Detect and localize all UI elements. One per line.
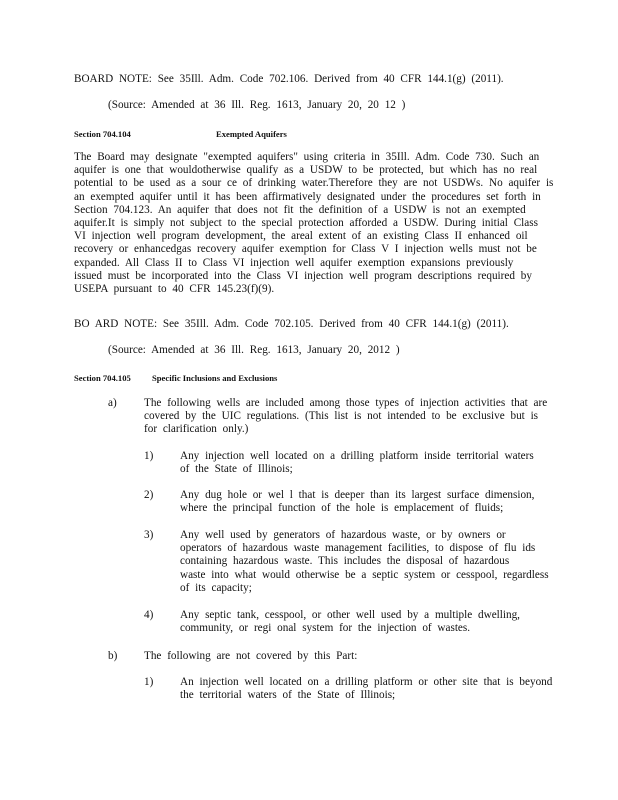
text-line: aquifer.It is simply not subject to the special protection afforded a USDW. During initial Class	[74, 217, 538, 230]
list-item	[180, 609, 536, 635]
board-note-1: BOARD NOTE: See 35Ill. Adm. Code 702.106. Derived from 40 CFR 144.1(g) (2011).	[74, 73, 504, 85]
text-line: VI injection well program development, the areal extent of an existing Class II enhanced oil	[74, 230, 528, 243]
text-line: The following are not covered by this Part:	[144, 650, 358, 662]
text-line: operators of hazardous waste management facilities, to dispose of flu ids	[180, 542, 536, 555]
section-number: Section 704.104	[74, 129, 131, 139]
subsection-b-label: b)	[108, 650, 118, 662]
list-item	[180, 676, 553, 702]
text-line: covered by the UIC regulations. (This list is not intended to be exclusive but is	[144, 410, 539, 423]
text-line: An injection well located on a drilling platform or other site that is beyond	[180, 676, 553, 688]
text-line: Any well used by generators of hazardous waste, or by owners or	[180, 529, 506, 541]
subsection-a-text	[144, 397, 548, 437]
item-label: 3)	[144, 529, 154, 541]
item-label: 1)	[144, 676, 154, 688]
list-item	[180, 489, 536, 515]
text-line: issued must be incorporated into the Class VI injection well program descriptions required by	[74, 269, 532, 282]
source-note-2: (Source: Amended at 36 Ill. Reg. 1613, January 20, 2012 )	[108, 344, 400, 356]
section-704-105-heading	[74, 372, 277, 385]
board-note-2: BO ARD NOTE: See 35Ill. Adm. Code 702.105. Derived from 40 CFR 144.1(g) (2011).	[74, 318, 509, 330]
list-item	[180, 450, 536, 476]
source-note-1: (Source: Amended at 36 Ill. Reg. 1613, January 20, 20 12 )	[108, 99, 406, 111]
text-line: Any dug hole or wel l that is deeper than its largest surface dimension,	[180, 489, 535, 501]
item-label: 1)	[144, 450, 154, 462]
text-line: where the principal function of the hole is emplacement of fluids;	[180, 502, 504, 515]
item-label: 2)	[144, 489, 154, 501]
text-line: containing hazardous waste. This includes the disposal of hazardous	[180, 555, 510, 568]
section-704-104-body	[74, 151, 554, 296]
text-line: the territorial waters of the State of Illinois;	[180, 689, 396, 702]
text-line: The following wells are included among those types of injection activities that are	[144, 397, 548, 409]
text-line: of its capacity;	[180, 581, 252, 594]
text-line: of the State of Illinois;	[180, 463, 293, 476]
section-704-104-heading	[74, 128, 287, 141]
subsection-a-label: a)	[108, 397, 117, 409]
section-title: Specific Inclusions and Exclusions	[152, 373, 278, 383]
text-line: The Board may designate "exempted aquifers" using criteria in 35Ill. Adm. Code 730. Such an	[74, 151, 540, 163]
subsection-b-text	[144, 650, 536, 663]
text-line: Section 704.123. An aquifer that does not fit the definition of a USDW is not an exempted	[74, 203, 526, 216]
list-item	[180, 529, 549, 595]
item-label: 4)	[144, 609, 154, 621]
section-number: Section 704.105	[74, 373, 131, 383]
text-line: Any septic tank, cesspool, or other well used by a multiple dwelling,	[180, 609, 520, 621]
text-line: aquifer is one that wouldotherwise qualify as a USDW to be protected, but which has no real	[74, 164, 538, 177]
text-line: an exempted aquifer until it has been affirmatively designated under the procedures set forth in	[74, 190, 541, 203]
text-line: USEPA pursuant to 40 CFR 145.23(f)(9).	[74, 283, 275, 296]
text-line: expanded. All Class II to Class VI injection well aquifer exemption expansions previously	[74, 256, 514, 269]
text-line: recovery or enhancedgas recovery aquifer exemption for Class V I injection wells must not be	[74, 243, 537, 256]
text-line: waste into what would otherwise be a septic system or cesspool, regardless	[180, 568, 549, 581]
text-line: community, or regi onal system for the injection of wastes.	[180, 622, 471, 635]
text-line: for clarification only.)	[144, 423, 249, 436]
text-line: Any injection well located on a drilling platform inside territorial waters	[180, 450, 534, 462]
section-title: Exempted Aquifers	[216, 129, 287, 139]
text-line: potential to be used as a sour ce of drinking water.Therefore they are not USDWs. No aquifer is	[74, 177, 554, 190]
